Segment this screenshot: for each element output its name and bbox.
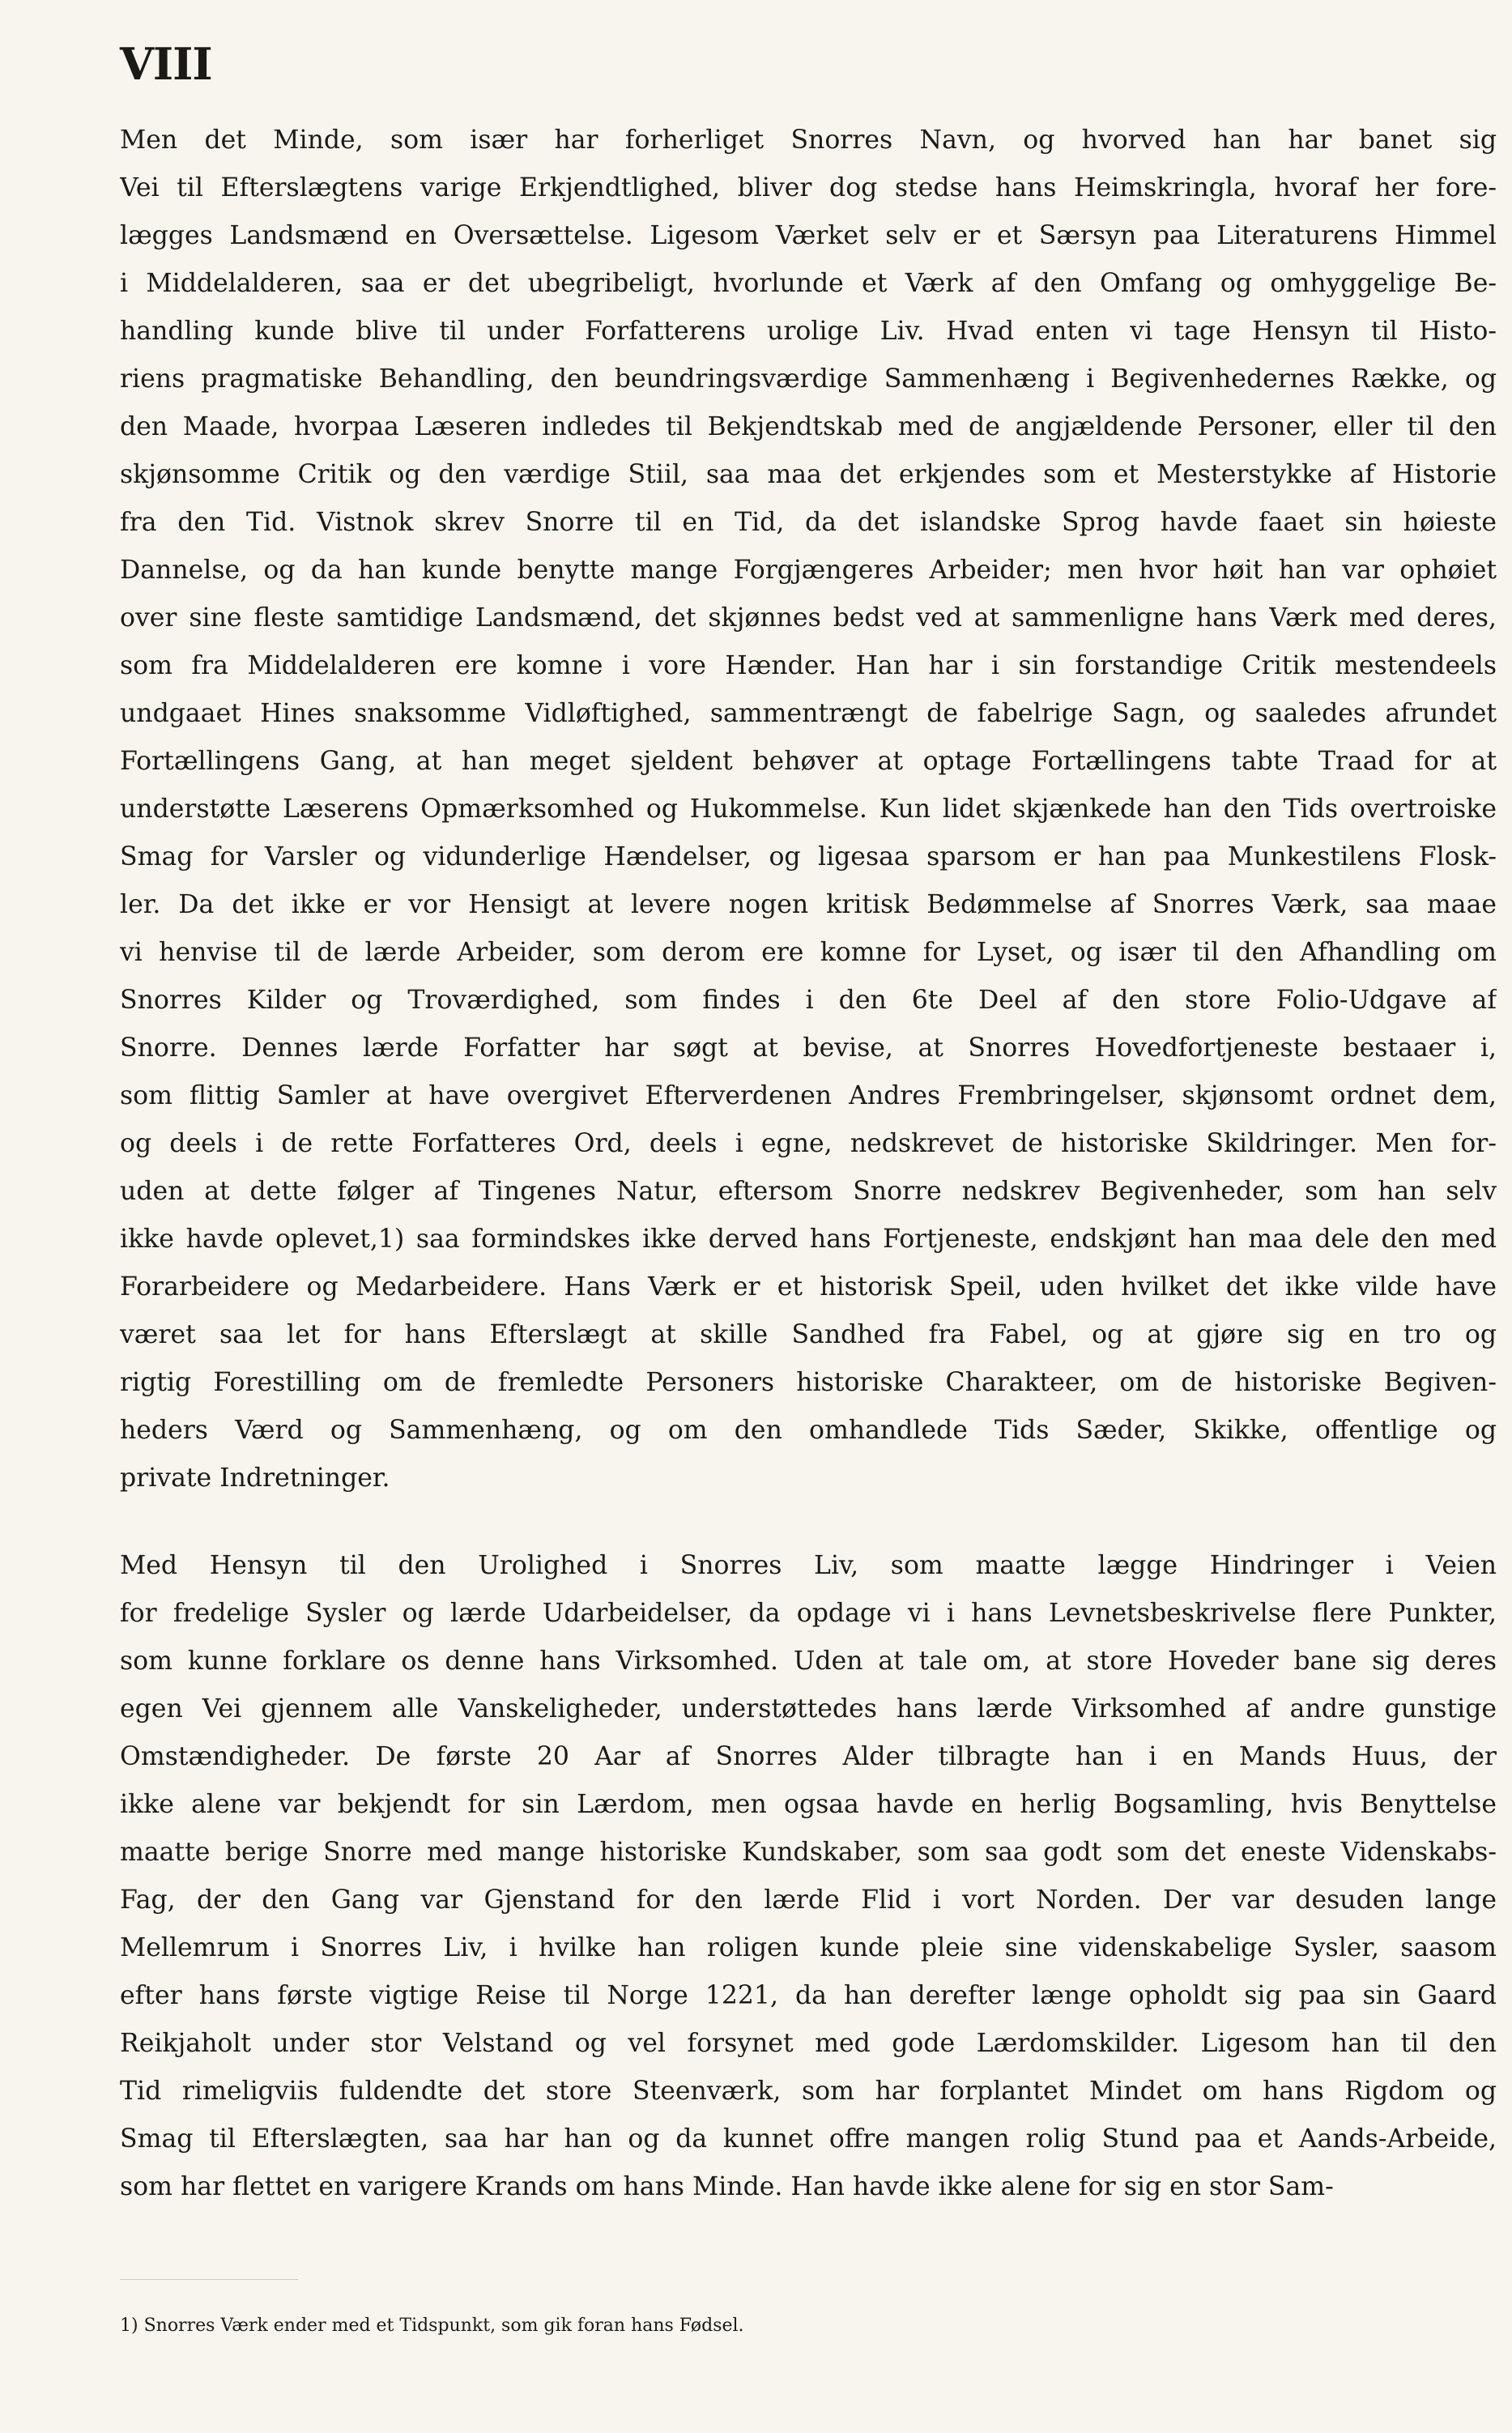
text-line: og deels i de rette Forfatteres Ord, deels i egne, nedskrevet de historiske Skildringer. Men for-	[120, 1129, 1497, 1158]
text-line: som har flettet en varigere Krands om hans Minde. Han havde ikke alene for sig en stor Sam-	[120, 2172, 1334, 2201]
text-line: skjønsomme Critik og den værdige Stiil, saa maa det erkjendes som et Mesterstykke af Historie	[120, 460, 1497, 489]
text-line: Med Hensyn til den Urolighed i Snorres Liv, som maatte lægge Hindringer i Veien	[120, 1551, 1497, 1580]
text-line: lægges Landsmænd en Oversættelse. Ligesom Værket selv er et Særsyn paa Literaturens Himmel	[120, 221, 1497, 250]
text-line: uden at dette følger af Tingenes Natur, eftersom Snorre nedskrev Begivenheder, som han selv	[120, 1177, 1497, 1206]
text-line: Omstændigheder. De første 20 Aar af Snorres Alder tilbragte han i en Mands Huus, der	[120, 1742, 1497, 1771]
page-number: VIII	[120, 38, 212, 90]
text-line: i Middelalderen, saa er det ubegribeligt, hvorlunde et Værk af den Omfang og omhyggelige Be-	[120, 269, 1497, 298]
text-line: Forarbeidere og Medarbeidere. Hans Værk er et historisk Speil, uden hvilket det ikke vilde have	[120, 1272, 1497, 1302]
paragraph-1	[120, 117, 1497, 1502]
text-line: Snorre. Dennes lærde Forfatter har søgt at bevise, at Snorres Hovedfortjeneste bestaaer i,	[120, 1033, 1497, 1063]
text-line: handling kunde blive til under Forfatterens urolige Liv. Hvad enten vi tage Hensyn til Histo-	[120, 317, 1497, 346]
text-line: for fredelige Sysler og lærde Udarbeidelser, da opdage vi i hans Levnetsbeskrivelse flere Punkter,	[120, 1599, 1497, 1628]
text-line: som fra Middelalderen ere komne i vore Hænder. Han har i sin forstandige Critik mestendeels	[120, 651, 1497, 680]
text-line: over sine fleste samtidige Landsmænd, det skjønnes bedst ved at sammenligne hans Værk med deres,	[120, 603, 1497, 633]
text-line: som flittig Samler at have overgivet Efterverdenen Andres Frembringelser, skjønsomt ordnet dem,	[120, 1081, 1497, 1110]
text-line: private Indretninger.	[120, 1464, 390, 1493]
text-line: ikke havde oplevet,1) saa formindskes ikke derved hans Fortjeneste, endskjønt han maa dele den med	[120, 1225, 1497, 1254]
text-line: den Maade, hvorpaa Læseren indledes til Bekjendtskab med de angjældende Personer, eller til den	[120, 412, 1497, 441]
text-line: heders Værd og Sammenhæng, og om den omhandlede Tids Sæder, Skikke, offentlige og	[120, 1416, 1497, 1445]
text-line: understøtte Læserens Opmærksomhed og Hukommelse. Kun lidet skjænkede han den Tids overtroiske	[120, 795, 1497, 824]
text-line: Mellemrum i Snorres Liv, i hvilke han roligen kunde pleie sine videnskabelige Sysler, saasom	[120, 1933, 1497, 1962]
text-line: Tid rimeligviis fuldendte det store Steenværk, som har forplantet Mindet om hans Rigdom og	[120, 2077, 1497, 2106]
text-line: som kunne forklare os denne hans Virksomhed. Uden at tale om, at store Hoveder bane sig deres	[120, 1647, 1497, 1676]
footnote: 1) Snorres Værk ender med et Tidspunkt, som gik foran hans Fødsel.	[120, 2316, 744, 2336]
text-line: rigtig Forestilling om de fremledte Personers historiske Charakteer, om de historiske Begiven-	[120, 1368, 1497, 1397]
text-line: maatte berige Snorre med mange historiske Kundskaber, som saa godt som det eneste Videnskabs-	[120, 1838, 1497, 1867]
text-line: Vei til Efterslægtens varige Erkjendtlighed, bliver dog stedse hans Heimskringla, hvoraf her fore-	[120, 173, 1497, 202]
text-line: efter hans første vigtige Reise til Norge 1221, da han derefter længe opholdt sig paa sin Gaard	[120, 1981, 1497, 2010]
text-line: Men det Minde, som især har forherliget Snorres Navn, og hvorved han har banet sig	[120, 126, 1497, 155]
text-line: vi henvise til de lærde Arbeider, som derom ere komne for Lyset, og især til den Afhandling om	[120, 938, 1497, 967]
text-line: undgaaet Hines snaksomme Vidløftighed, sammentrængt de fabelrige Sagn, og saaledes afrundet	[120, 699, 1497, 728]
text-line: Fortællingens Gang, at han meget sjeldent behøver at optage Fortællingens tabte Traad for at	[120, 747, 1497, 776]
text-line: Smag til Efterslægten, saa har han og da kunnet offre mangen rolig Stund paa et Aands-Arbeide,	[120, 2124, 1497, 2154]
text-line: Reikjaholt under stor Velstand og vel forsynet med gode Lærdomskilder. Ligesom han til den	[120, 2029, 1497, 2058]
paragraph-2	[120, 1542, 1497, 2211]
text-line: riens pragmatiske Behandling, den beundringsværdige Sammenhæng i Begivenhedernes Række, og	[120, 364, 1497, 394]
text-line: ikke alene var bekjendt for sin Lærdom, men ogsaa havde en herlig Bogsamling, hvis Benyttelse	[120, 1790, 1497, 1819]
text-line: ler. Da det ikke er vor Hensigt at levere nogen kritisk Bedømmelse af Snorres Værk, saa maae	[120, 890, 1497, 919]
text-line: Smag for Varsler og vidunderlige Hændelser, og ligesaa sparsom er han paa Munkestilens Flosk-	[120, 842, 1497, 871]
footnote-divider	[120, 2279, 298, 2280]
text-line: været saa let for hans Efterslægt at skille Sandhed fra Fabel, og at gjøre sig en tro og	[120, 1320, 1497, 1349]
text-line: egen Vei gjennem alle Vanskeligheder, understøttedes hans lærde Virksomhed af andre gunstige	[120, 1694, 1497, 1724]
text-line: Snorres Kilder og Troværdighed, som findes i den 6te Deel af den store Folio-Udgave af	[120, 986, 1497, 1015]
book-page	[120, 36, 1497, 2409]
text-line: Fag, der den Gang var Gjenstand for den lærde Flid i vort Norden. Der var desuden lange	[120, 1885, 1497, 1915]
text-line: Dannelse, og da han kunde benytte mange Forgjængeres Arbeider; men hvor høit han var ophøiet	[120, 556, 1497, 585]
text-line: fra den Tid. Vistnok skrev Snorre til en Tid, da det islandske Sprog havde faaet sin høieste	[120, 508, 1497, 537]
